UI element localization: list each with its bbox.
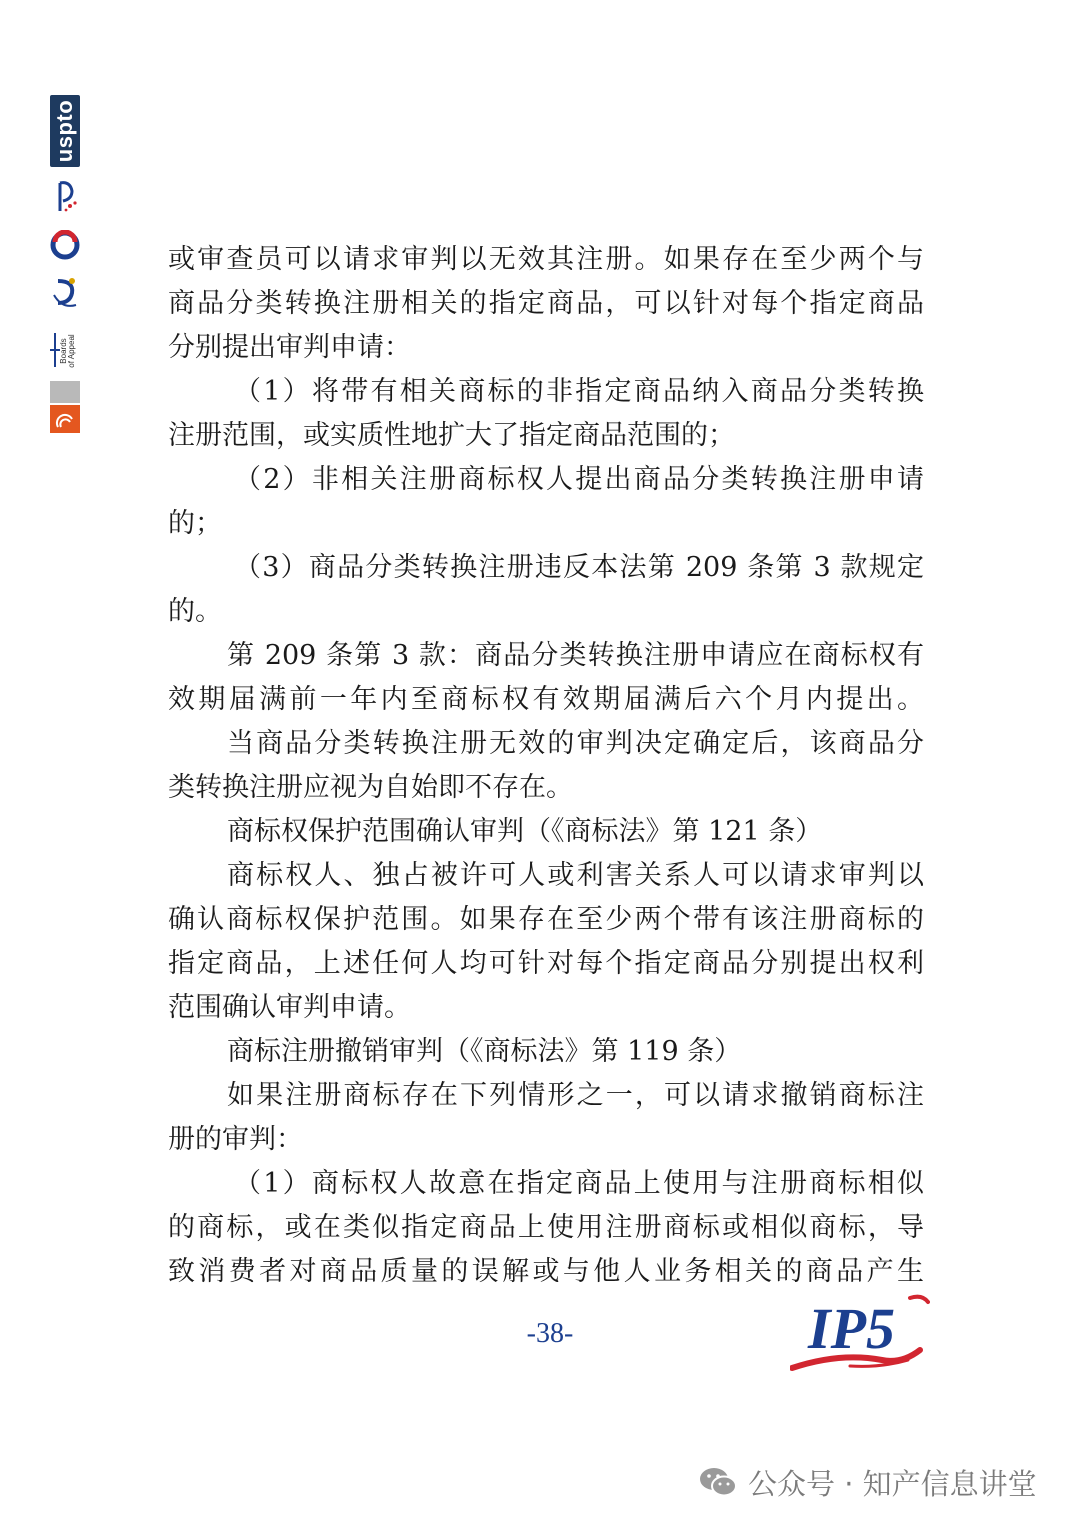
body-line: 分别提出审判申请：: [168, 332, 411, 363]
boards-of-appeal-text: Boards of Appeal: [59, 334, 76, 368]
body-line: 致消费者对商品质量的误解或与他人业务相关的商品产生: [168, 1256, 924, 1287]
body-line: 的。: [168, 596, 222, 627]
jpo-logo: [50, 275, 80, 311]
body-line: （1）将带有相关商标的非指定商品纳入商品分类转换: [234, 376, 924, 407]
document-body: [168, 238, 924, 1294]
section-heading: 商标注册撤销审判（《商标法》第 119 条）: [227, 1036, 742, 1067]
body-line: 册的审判：: [168, 1124, 303, 1155]
body-line: 指定商品，上述任何人均可针对每个指定商品分别提出权利: [168, 948, 924, 979]
body-line: （1）商标权人故意在指定商品上使用与注册商标相似: [234, 1168, 924, 1199]
ip5-logo: [790, 1290, 930, 1375]
body-line: 的商标，或在类似指定商品上使用注册商标或相似商标，导: [168, 1212, 924, 1243]
ip5-logo-text: IP5: [808, 1296, 895, 1361]
uspto-logo-text: uspto: [52, 99, 77, 163]
body-line: 确认商标权保护范围。如果存在至少两个带有该注册商标的: [168, 904, 924, 935]
euipo-boards-of-appeal-logo: [50, 321, 80, 383]
body-line: 当商品分类转换注册无效的审判决定确定后，该商品分: [227, 728, 924, 759]
body-line: 商品分类转换注册相关的指定商品，可以针对每个指定商品: [168, 288, 924, 319]
wechat-icon: [698, 1465, 738, 1499]
body-line: 效期届满前一年内至商标权有效期届满后六个月内提出。: [168, 684, 924, 715]
uspto-logo: [50, 95, 80, 167]
page-number: -38-: [526, 1318, 574, 1349]
euipo-logo: [50, 381, 80, 433]
body-line: 注册范围，或实质性地扩大了指定商品范围的；: [168, 420, 735, 451]
wechat-watermark: [698, 1460, 1037, 1504]
body-line: 类转换注册应视为自始即不存在。: [168, 772, 573, 803]
body-line: 如果注册商标存在下列情形之一，可以请求撤销商标注: [227, 1080, 924, 1111]
body-line: 的；: [168, 508, 222, 539]
body-line: （2）非相关注册商标权人提出商品分类转换注册申请: [234, 464, 924, 495]
body-line: 商标权人、独占被许可人或利害关系人可以请求审判以: [227, 860, 924, 891]
body-line: 或审查员可以请求审判以无效其注册。如果存在至少两个与: [168, 244, 924, 275]
watermark-text: 公众号 · 知产信息讲堂: [748, 1466, 1037, 1501]
body-line: （3）商品分类转换注册违反本法第 209 条第 3 款规定: [234, 552, 924, 583]
ip5-office-logo-strip: [50, 95, 84, 435]
body-line: 第 209 条第 3 款：商品分类转换注册申请应在商标权有: [227, 640, 924, 671]
body-line: 范围确认审判申请。: [168, 992, 411, 1023]
kipo-logo: [50, 230, 80, 260]
section-heading: 商标权保护范围确认审判（《商标法》第 121 条）: [227, 816, 823, 847]
cnipa-logo: [50, 179, 80, 215]
